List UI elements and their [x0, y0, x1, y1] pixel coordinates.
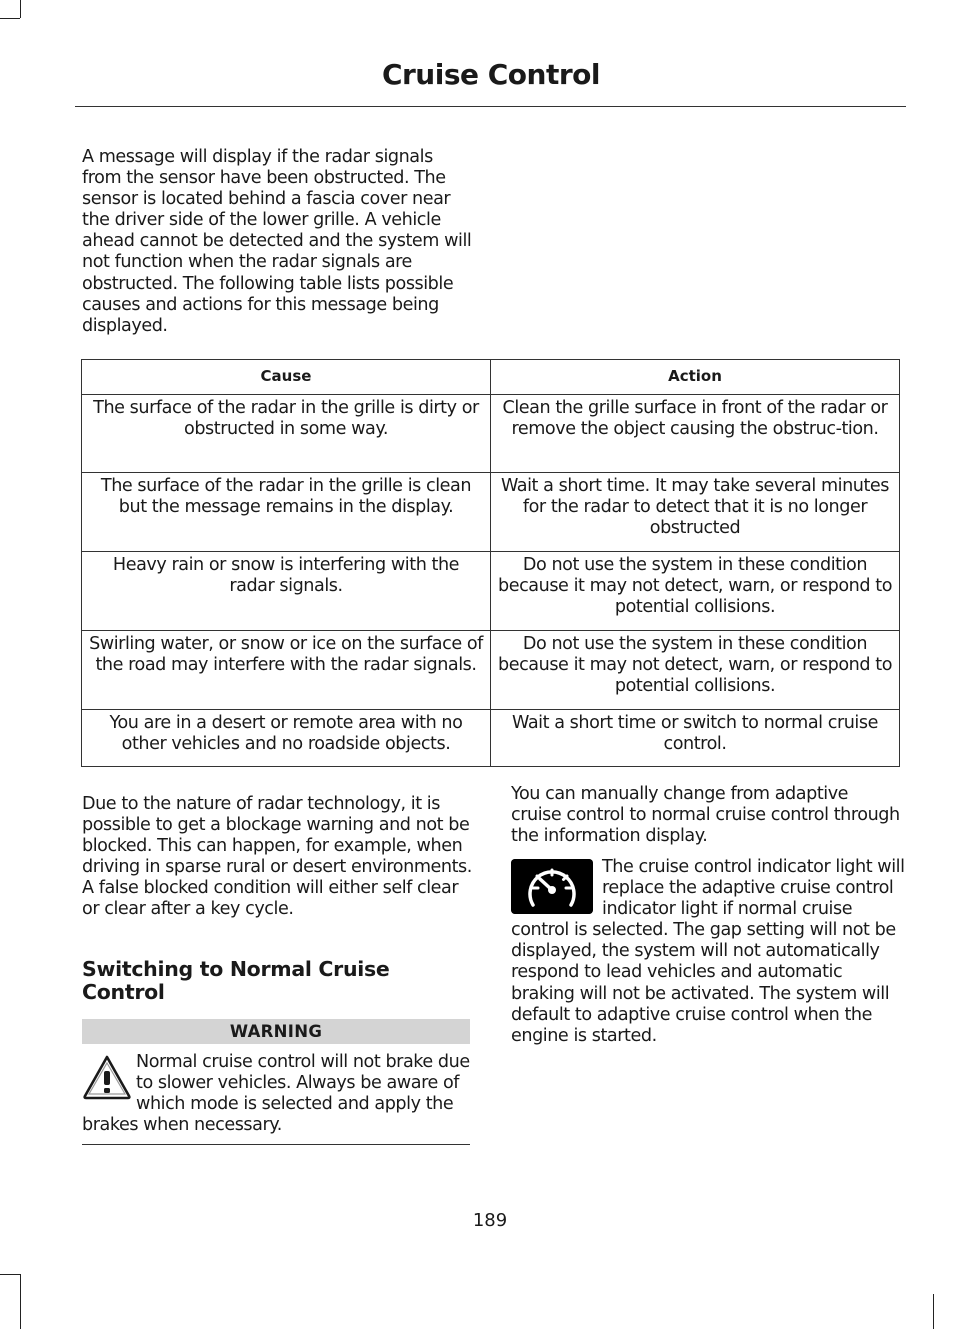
table-header-cause: Cause — [82, 360, 491, 395]
table-row — [82, 631, 900, 710]
warning-block — [82, 1052, 474, 1136]
cause-action-table — [81, 359, 900, 767]
table-header-action: Action — [491, 360, 900, 395]
header-rule — [75, 106, 906, 107]
warning-label: WARNING — [82, 1019, 470, 1044]
warning-rule — [82, 1144, 470, 1145]
table-row — [82, 473, 900, 552]
table-row — [82, 710, 900, 767]
table-row — [82, 395, 900, 473]
radar-note-paragraph: Due to the nature of radar technology, it is possible to get a blockage warning and not be blocked. This can happen, for example, when driving in sparse rural or desert environments. A false blocked condition will either self clear or clear after a key cycle. — [82, 794, 472, 920]
action-cell: Wait a short time or switch to normal cruise control. — [491, 710, 900, 767]
action-cell: Clean the grille surface in front of the radar or remove the object causing the obstruc-tion. — [491, 395, 900, 473]
table-header-row — [82, 360, 900, 395]
cause-cell: The surface of the radar in the grille is dirty or obstructed in some way. — [82, 395, 491, 473]
indicator-block — [511, 857, 906, 1047]
manual-change-paragraph: You can manually change from adaptive cruise control to normal cruise control through the information display. — [511, 784, 900, 847]
warning-triangle-icon — [82, 1054, 132, 1100]
cause-cell: Heavy rain or snow is interfering with the radar signals. — [82, 552, 491, 631]
indicator-text: The cruise control indicator light will replace the adaptive cruise control indicator light if normal cruise control is selected. The gap setting will not be displayed, the system will not automatically respond to lead vehicles and automatic braking will not be activated. The system will default to adaptive cruise control when the engine is started. — [511, 857, 905, 1046]
action-cell: Do not use the system in these condition because it may not detect, warn, or respond to potential collisions. — [491, 631, 900, 710]
crop-mark — [20, 0, 21, 18]
table-row — [82, 552, 900, 631]
cause-cell: You are in a desert or remote area with no other vehicles and no roadside objects. — [82, 710, 491, 767]
section-heading: Switching to Normal Cruise Control — [82, 957, 390, 1004]
crop-mark — [0, 1274, 20, 1275]
crop-mark — [20, 1274, 21, 1329]
page-number: 189 — [472, 1210, 508, 1231]
cruise-control-speedometer-icon — [511, 859, 593, 914]
page-title: Cruise Control — [381, 58, 600, 91]
warning-text: Normal cruise control will not brake due to slower vehicles. Always be aware of which mode is selected and apply the brakes when necessary. — [82, 1052, 470, 1136]
action-cell: Wait a short time. It may take several minutes for the radar to detect that it is no longer obstructed — [491, 473, 900, 552]
cause-cell: The surface of the radar in the grille is clean but the message remains in the display. — [82, 473, 491, 552]
crop-mark — [0, 18, 20, 19]
cause-cell: Swirling water, or snow or ice on the surface of the road may interfere with the radar signals. — [82, 631, 491, 710]
intro-paragraph: A message will display if the radar signals from the sensor have been obstructed. The sensor is located behind a fascia cover near the driver side of the lower grille. A vehicle ahead cannot be detected and the system will not function when the radar signals are obstructed. The following table lists possible causes and actions for this message being displayed. — [82, 147, 472, 336]
crop-mark — [933, 1294, 934, 1329]
action-cell: Do not use the system in these condition because it may not detect, warn, or respond to potential collisions. — [491, 552, 900, 631]
